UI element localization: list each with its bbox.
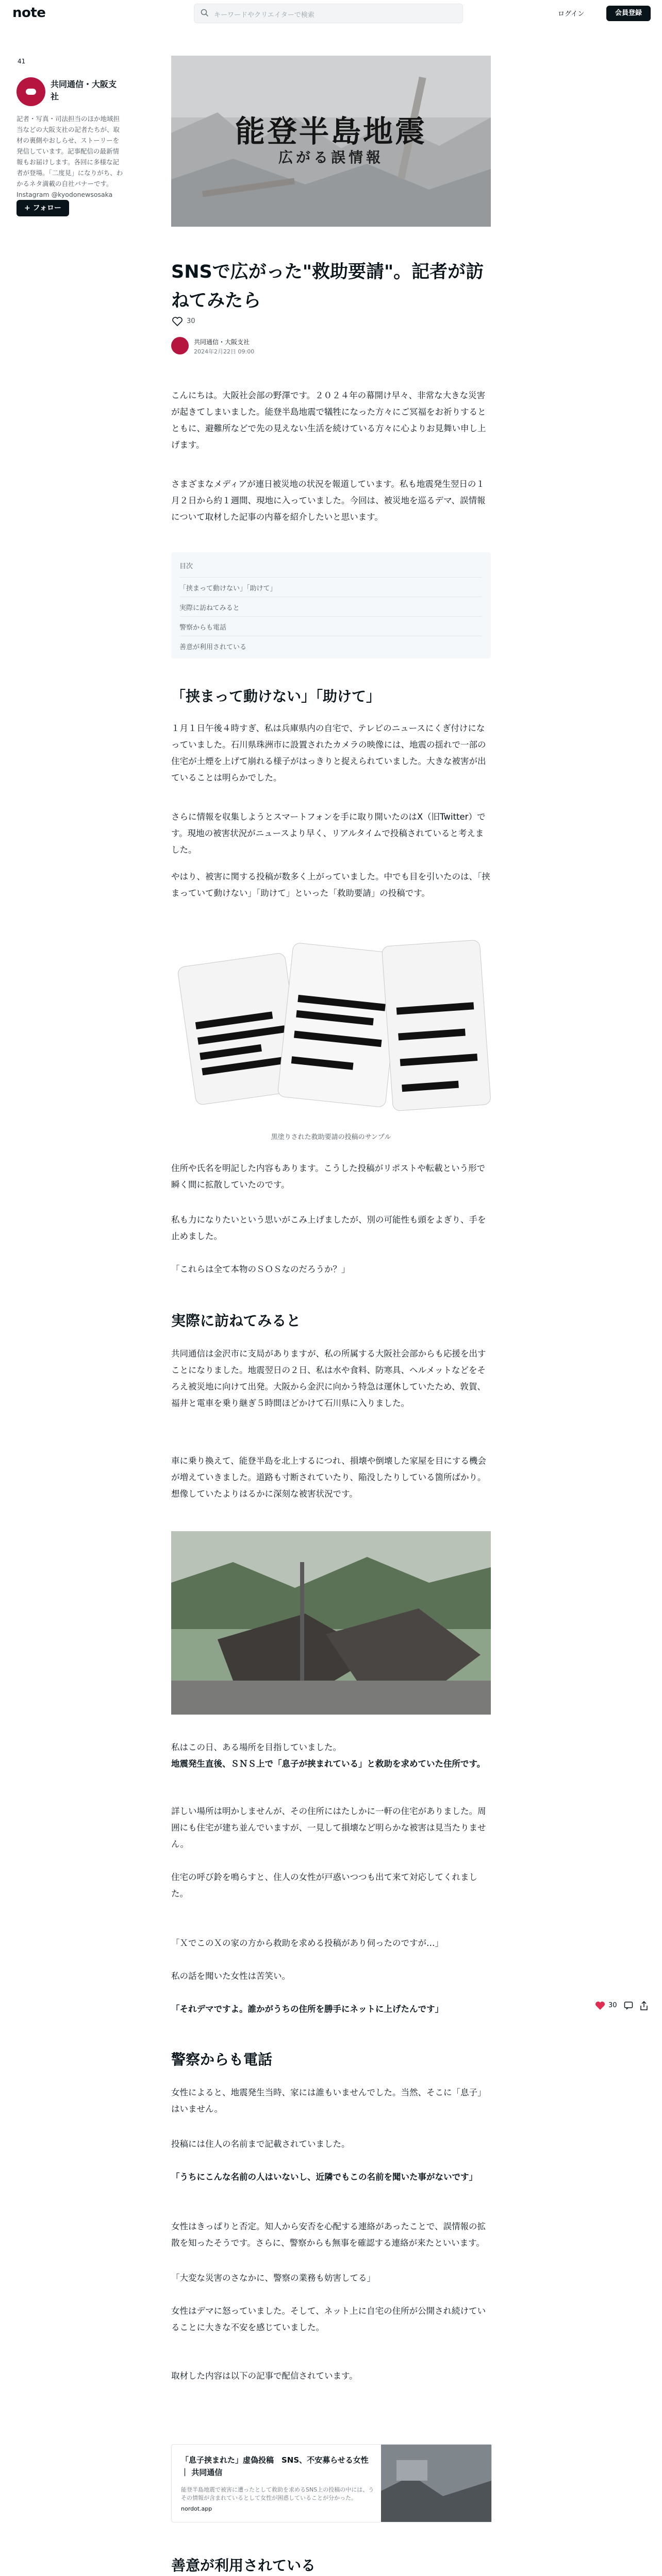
follow-label: フォロー xyxy=(32,204,61,212)
body-paragraph: やはり、被害に関する投稿が数多く上がっていました。中でも目を引いたのは、「挟まっていて動けない」「助けて」といった「救助要請」の投稿です。 xyxy=(171,872,490,898)
hero-subtitle: 広がる誤情報 xyxy=(278,149,384,166)
heart-icon[interactable] xyxy=(595,2001,605,2010)
body-paragraph: 私はこの日、ある場所を目指していました。 xyxy=(171,1742,341,1752)
figure-caption: 黒塗りされた救助要請の投稿のサンプル xyxy=(271,1133,391,1141)
body-paragraph: 共同通信は金沢市に支局がありますが、私の所属する大阪社会部からも応援を出すことになりました。地震翌日の２日、私は水や食料、防寒具、ヘルメットなどをそろえ被災地に向けて出発。大阪から金沢に向かう特急は運休していたため、敦賀、福井と電車を乗り継ぎ５時間ほどかけて石川県に入りました。 xyxy=(171,1349,486,1408)
person-plus-icon: + xyxy=(24,204,33,212)
section-heading: 警察からも電話 xyxy=(171,2051,273,2068)
search-icon xyxy=(201,9,209,17)
collapsed-house-image xyxy=(171,1531,491,1715)
body-paragraph: 住宅の呼び鈴を鳴らすと、住人の女性が戸惑いつつも出て来て対応してくれました。 xyxy=(171,1872,477,1899)
link-card-host: nordot.app xyxy=(181,2505,212,2512)
body-paragraph: 住所や氏名を明記した内容もあります。こうした投稿がリポストや転載という形で瞬く間に拡散していたのです。 xyxy=(171,1163,486,1190)
heart-icon[interactable] xyxy=(172,317,183,326)
body-paragraph: 車に乗り換えて、能登半島を北上するにつれ、損壊や倒壊した家屋を目にする機会が増えていきました。道路も寸断されていたり、陥没したりしている箇所ばかり。想像していたよりはるかに深刻な被害状況です。 xyxy=(171,1456,486,1499)
follow-button[interactable] xyxy=(16,200,69,216)
intro-paragraph: さまざまなメディアが連日被災地の状況を報道しています。私も地震発生翌日の１月２日から約１週間、現地に入っていました。今回は、被災地を巡るデマ、誤情報について取材した記事の内幕を紹介したいと思います。 xyxy=(171,479,486,522)
toc-item[interactable]: 「挟まって動けない」「助けて」 xyxy=(179,577,482,595)
section-heading: 実際に訪ねてみると xyxy=(171,1312,301,1329)
floating-actions xyxy=(595,1999,652,2014)
share-icon[interactable] xyxy=(639,2001,649,2011)
body-paragraph: １月１日午後４時すぎ、私は兵庫県内の自宅で、テレビのニュースにくぎ付けになっていました。石川県珠洲市に設置されたカメラの映像には、地震の揺れで一部の住宅が土煙を上げて崩れる様子がはっきりと捉えられていました。大きな被害が出ていることは明らかでした。 xyxy=(171,723,486,783)
search-placeholder: キーワードやクリエイターで検索 xyxy=(214,11,315,19)
body-paragraph: 「それデマですよ。誰かがうちの住所を勝手にネットに上げたんです」 xyxy=(171,2004,443,2014)
login-link[interactable]: ログイン xyxy=(558,10,585,18)
body-paragraph: 投稿には住人の名前まで記載されていました。 xyxy=(171,2139,350,2149)
link-card-thumbnail xyxy=(381,2445,491,2522)
table-of-contents xyxy=(171,552,491,658)
body-paragraph: 私も力になりたいという思いがこみ上げましたが、別の可能性も頭をよぎり、手を止めました。 xyxy=(171,1215,486,1241)
publish-date: 2024年2月22日 09:00 xyxy=(194,348,255,355)
body-paragraph: 「ＸでこのＸの家の方から救助を求める投稿があり伺ったのですが…」 xyxy=(171,1938,443,1948)
floating-like-count: 30 xyxy=(608,2002,617,2009)
body-paragraph: 私の話を聞いた女性は苦笑い。 xyxy=(171,1971,290,1981)
body-paragraph: 地震発生直後、ＳＮＳ上で「息子が挟まれている」と救助を求めていた住所です。 xyxy=(171,1759,486,1769)
section-heading: 「挟まって動けない」「助けて」 xyxy=(171,688,381,705)
section-heading: 善意が利用されている xyxy=(171,2557,316,2574)
body-paragraph: 取材した内容は以下の記事で配信されています。 xyxy=(171,2371,358,2381)
signup-button[interactable]: 会員登録 xyxy=(606,6,651,21)
toc-item[interactable]: 善意が利用されている xyxy=(179,636,482,654)
creator-avatar[interactable] xyxy=(16,77,45,106)
body-paragraph: 女性によると、地震発生当時、家には誰もいませんでした。当然、そこに「息子」はいません。 xyxy=(171,2088,486,2114)
body-paragraph: 女性はデマに怒っていました。そして、ネット上に自宅の住所が公開され続けていることに大きな不安を感じていました。 xyxy=(171,2306,486,2332)
creator-description: 記者・写真・司法担当のほか地域担当などの大阪支社の記者たちが、取材の裏側やおしらせ、ストーリーを発信しています。記事配信の最新情報もお届けします。各回に多様な記者が登場。「二度見」になりがち、わかるネタ満載の自社バナーです。 Instagram @kyodonewsosaka xyxy=(16,115,123,198)
note-logo[interactable]: note xyxy=(12,5,46,21)
site-header xyxy=(0,0,662,27)
article-title: SNSで広がった"救助要請"。記者が訪ねてみたら xyxy=(171,262,484,311)
toc-item[interactable]: 実際に訪ねてみると xyxy=(179,597,482,615)
sns-posts-image xyxy=(171,938,491,1123)
search-input[interactable] xyxy=(194,4,463,23)
toc-title[interactable]: 目次 xyxy=(179,563,193,570)
link-card-title: 「息子挟まれた」虚偽投稿 SNS、不安募らせる女性 ｜ 共同通信 xyxy=(181,2455,369,2477)
like-count: 30 xyxy=(187,317,195,325)
link-card-description: 能登半島地震で被害に遭ったとして救助を求めるSNS上の投稿の中には、うその情報が含まれているとして女性が困惑していることが分かった。 xyxy=(181,2486,374,2501)
magazine-count: 41 xyxy=(18,58,26,65)
body-paragraph: 詳しい場所は明かしませんが、その住所にはたしかに一軒の住宅がありました。周囲にも住宅が建ち並んでいますが、一見して損壊など明らかな被害は見当たりません。 xyxy=(171,1806,486,1849)
link-card[interactable] xyxy=(171,2444,492,2522)
toc-item[interactable]: 警察からも電話 xyxy=(179,616,482,634)
body-paragraph: 女性はきっぱりと否定。知人から安否を心配する連絡があったことで、誤情報の拡散を知ったそうです。さらに、警察からも無事を確認する連絡が来たといいます。 xyxy=(171,2222,486,2248)
intro-paragraph: こんにちは。大阪社会部の野澤です。２０２４年の幕開け早々、非常な大きな災害が起きてしまいました。能登半島地震で犠牲になった方々にご冥福をお祈りするとともに、避難所などで先の見えない生活を続けている方々に心よりお見舞い申し上げます。 xyxy=(171,391,486,450)
creator-name[interactable]: 共同通信・大阪支社 xyxy=(51,79,117,101)
hero-image xyxy=(171,56,491,227)
body-paragraph: さらに情報を収集しようとスマートフォンを手に取り開いたのはX（旧Twitter）です。現地の被害状況がニュースより早く、リアルタイムで投稿されていると考えました。 xyxy=(171,812,486,855)
body-paragraph: 「これらは全て本物のＳＯＳなのだろうか？」 xyxy=(171,1264,350,1274)
body-paragraph: 「大変な災害のさなかに、警察の業務も妨害してる」 xyxy=(171,2273,375,2283)
author-name[interactable]: 共同通信・大阪支社 xyxy=(194,338,250,346)
hero-title: 能登半島地震 xyxy=(235,114,427,149)
comment-icon[interactable] xyxy=(624,2001,633,2010)
body-paragraph: 「うちにこんな名前の人はいないし、近隣でもこの名前を聞いた事がないです」 xyxy=(171,2172,477,2182)
author-avatar[interactable] xyxy=(171,337,189,354)
